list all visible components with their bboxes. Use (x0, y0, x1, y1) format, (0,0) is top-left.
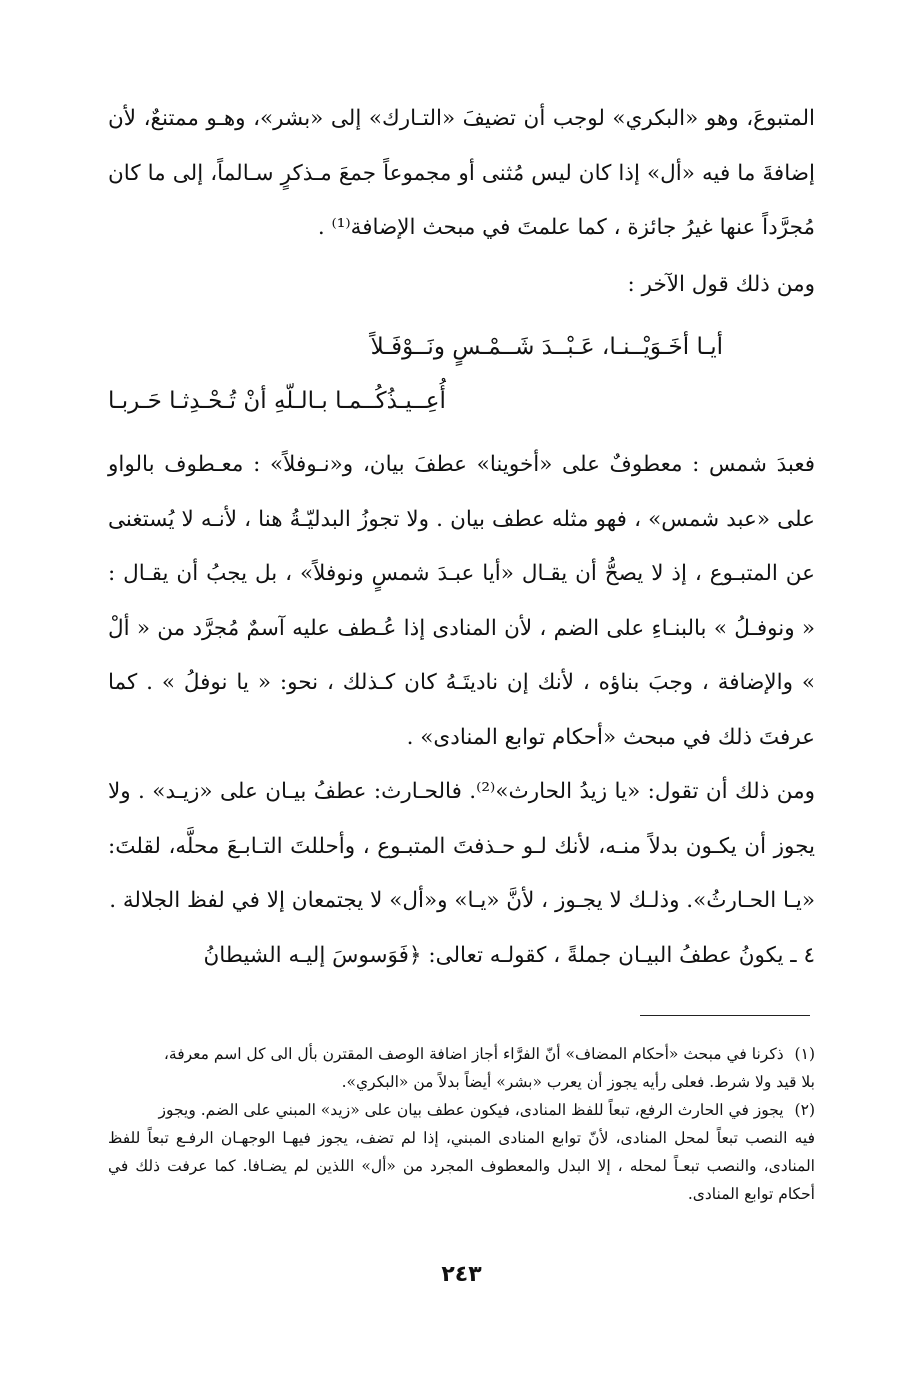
footnote-2-number: (٢) (794, 1101, 815, 1119)
footnote-1-text: ذكرنا في مبحث «أحكام المضاف» أنّ الفرَّاء أجاز اضافة الوصف المقترن بأل الى كل اسم معرفة، (163, 1045, 784, 1063)
footnotes (108, 1040, 815, 1208)
footnote-1-continuation: بلا قيد ولا شرط. فعلى رأيه يجوز أن يعرب «بشر» أيضاً بدلاً من «البكري». (341, 1073, 815, 1091)
footnote-2-continuation: فيه النصب تبعاً لمحل المنادى، لأنّ توابع المنادى المبني، إذا لم تضف، يجوز فيهـا الوجهـان الرفـع تبعاً للفظ المنادى، والنصب تبعـاً لمحله ، إلا البدل والمعطوف المجرد من «أل» اللذين لم يضـافا. كما عرفت ذلك في أحكام توابع المنادى. (108, 1129, 815, 1203)
main-text (108, 92, 815, 983)
footnote-1 (108, 1040, 815, 1068)
footnote-1-number: (١) (794, 1045, 815, 1063)
paragraph-2: ومن ذلك قول الآخر : (627, 271, 815, 297)
footnote-divider (640, 1015, 810, 1016)
paragraph-5: ٤ ـ يكونُ عطفُ البيـان جملةً ، كقولـه تعالى: ﴿فَوَسوسَ إليـه الشيطانُ (203, 942, 815, 968)
paragraph-4: ومن ذلك أن تقول: «يا زيدُ الحارث»⁽²⁾. فالحـارث: عطفُ بيـان على «زيـد» . ولا يجوز أن يكـون بدلاً منـه، لأنك لـو حـذفتَ المتبـوع ، وأحللتَ التـابـعَ محلَّه، لقلتَ: «يـا الحـارثُ». وذلـك لا يجـوز ، لأنَّ «يـا» و«أل» لا يجتمعان إلا في لفظ الجلالة . (108, 779, 815, 913)
footnote-2-text: يجوز في الحارث الرفع، تبعاً للفظ المنادى، فيكون عطف بيان على «زيد» المبني على الضم. ويجوز (158, 1101, 784, 1119)
page-number: ٢٤٣ (441, 1262, 482, 1287)
verse-2: أُعِــيـذُكُــمـا بـالـلّهِ أنْ تُـحْـدِثـا حَـربـا (108, 388, 446, 414)
poem-verses (108, 320, 815, 428)
paragraph-1: المتبوعَ، وهو «البكري» لوجب أن تضيفَ «التـارك» إلى «بشر»، وهـو ممتنعٌ، لأن إضافةَ ما فيه «أل» إذا كان ليس مُثنى أو مجموعاً جمعَ مـذكرٍ سـالماً، إلى ما كان مُجرَّداً عنها غيرُ جائزة ، كما علمتَ في مبحث الإضافة⁽¹⁾ . (108, 106, 815, 240)
footnote-2 (108, 1096, 815, 1124)
paragraph-3: فعبدَ شمس : معطوفٌ على «أخوينا» عطفَ بيان، و«نـوفلاً» : معـطوف بالواو على «عبد شمس» ، فهو مثله عطف بيان . ولا تجوزُ البدليّـةُ هنا ، لأنـه لا يُستغنى عن المتبـوع ، إذ لا يصحُّ أن يقـال «أيا عبـدَ شمسٍ ونوفلاً» ، بل يجبُ أن يقـال : « ونوفـلُ » بالبنـاءِ على الضم ، لأن المنادى إذا عُـطف عليه آسمٌ مُجرَّد من « ألْ » والإضافة ، وجبَ بناؤه ، لأنك إن ناديتَـهُ كان كـذلك ، نحو: « يا نوفلُ » . كما عرفتَ ذلك في مبحث «أحكام توابع المنادى» . (108, 452, 815, 750)
verse-1: أيـا أخَـوَيْــنـا، عَـبْــدَ شَــمْـسٍ ونَــوْفَـلاً (370, 334, 723, 360)
